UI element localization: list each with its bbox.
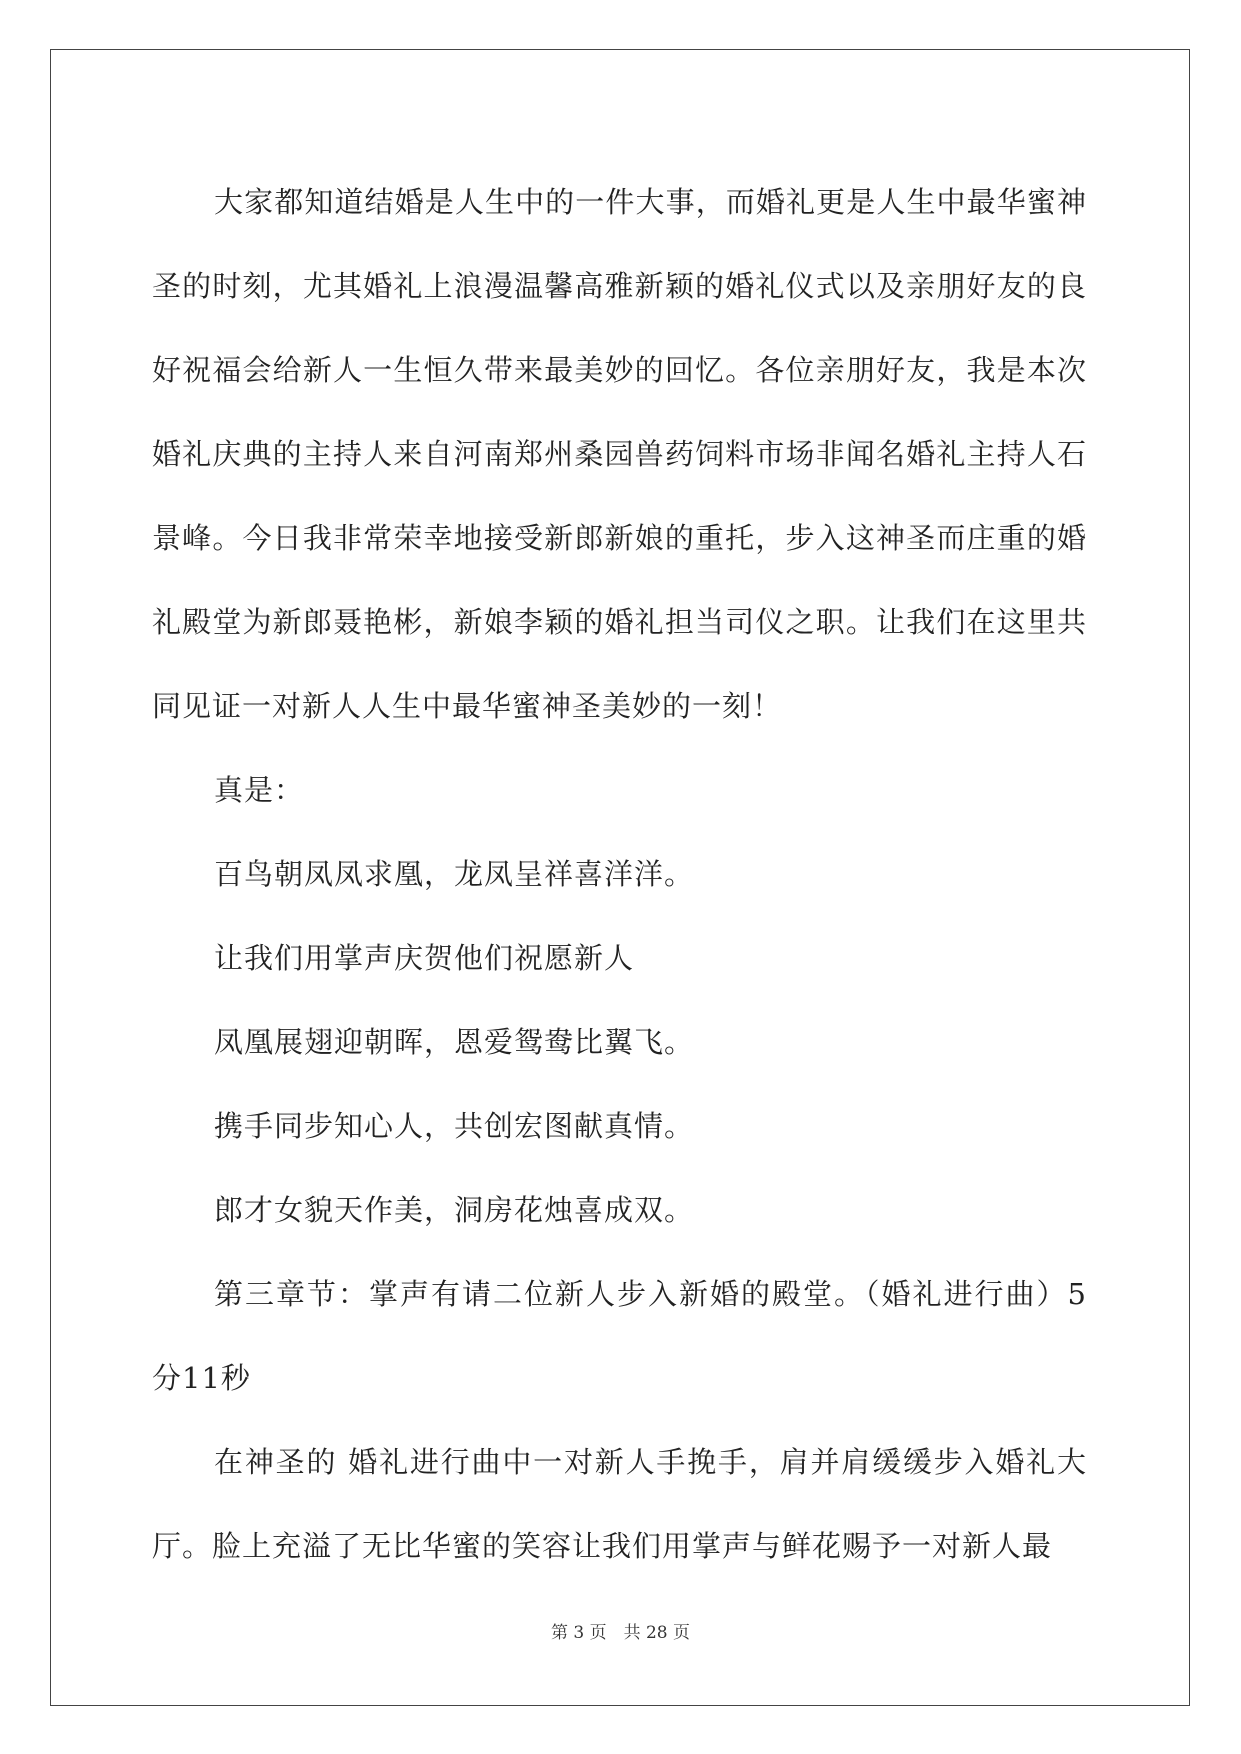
paragraph-intro: 大家都知道结婚是人生中的一件大事，而婚礼更是人生中最华蜜神圣的时刻，尤其婚礼上浪漫温馨高雅新颖的婚礼仪式以及亲朋好友的良好祝福会给新人一生恒久带来最美妙的回忆。各位亲朋好友，我是本次婚礼庆典的主持人来自河南郑州桑园兽药饲料市场非闻名婚礼主持人石景峰。今日我非常荣幸地接受新郎新娘的重托，步入这神圣而庄重的婚礼殿堂为新郎聂艳彬，新娘李颖的婚礼担当司仪之职。让我们在这里共同见证一对新人人生中最华蜜神圣美妙的一刻！	[152, 185, 1087, 723]
page-number-footer: 第 3 页 共 28 页	[550, 1623, 691, 1643]
verse-line-1: 百鸟朝凤凤求凰，龙凤呈祥喜洋洋。	[214, 857, 695, 891]
verse-line-5: 郎才女貌天作美，洞房花烛喜成双。	[214, 1193, 695, 1227]
verse-line-2: 让我们用掌声庆贺他们祝愿新人	[214, 941, 635, 975]
verse-line-4: 携手同步知心人，共创宏图献真情。	[214, 1109, 695, 1143]
paragraph-wedding-march: 在神圣的 婚礼进行曲中一对新人手挽手，肩并肩缓缓步入婚礼大厅。脸上充溢了无比华蜜的笑容让我们用掌声与鲜花赐予一对新人最	[152, 1445, 1087, 1563]
document-body	[152, 160, 1087, 1588]
paragraph-zhenshi: 真是：	[214, 773, 305, 807]
paragraph-chapter-three: 第三章节：掌声有请二位新人步入新婚的殿堂。（婚礼进行曲）5分11秒	[152, 1277, 1087, 1395]
verse-line-3: 凤凰展翅迎朝晖，恩爱鸳鸯比翼飞。	[214, 1025, 695, 1059]
